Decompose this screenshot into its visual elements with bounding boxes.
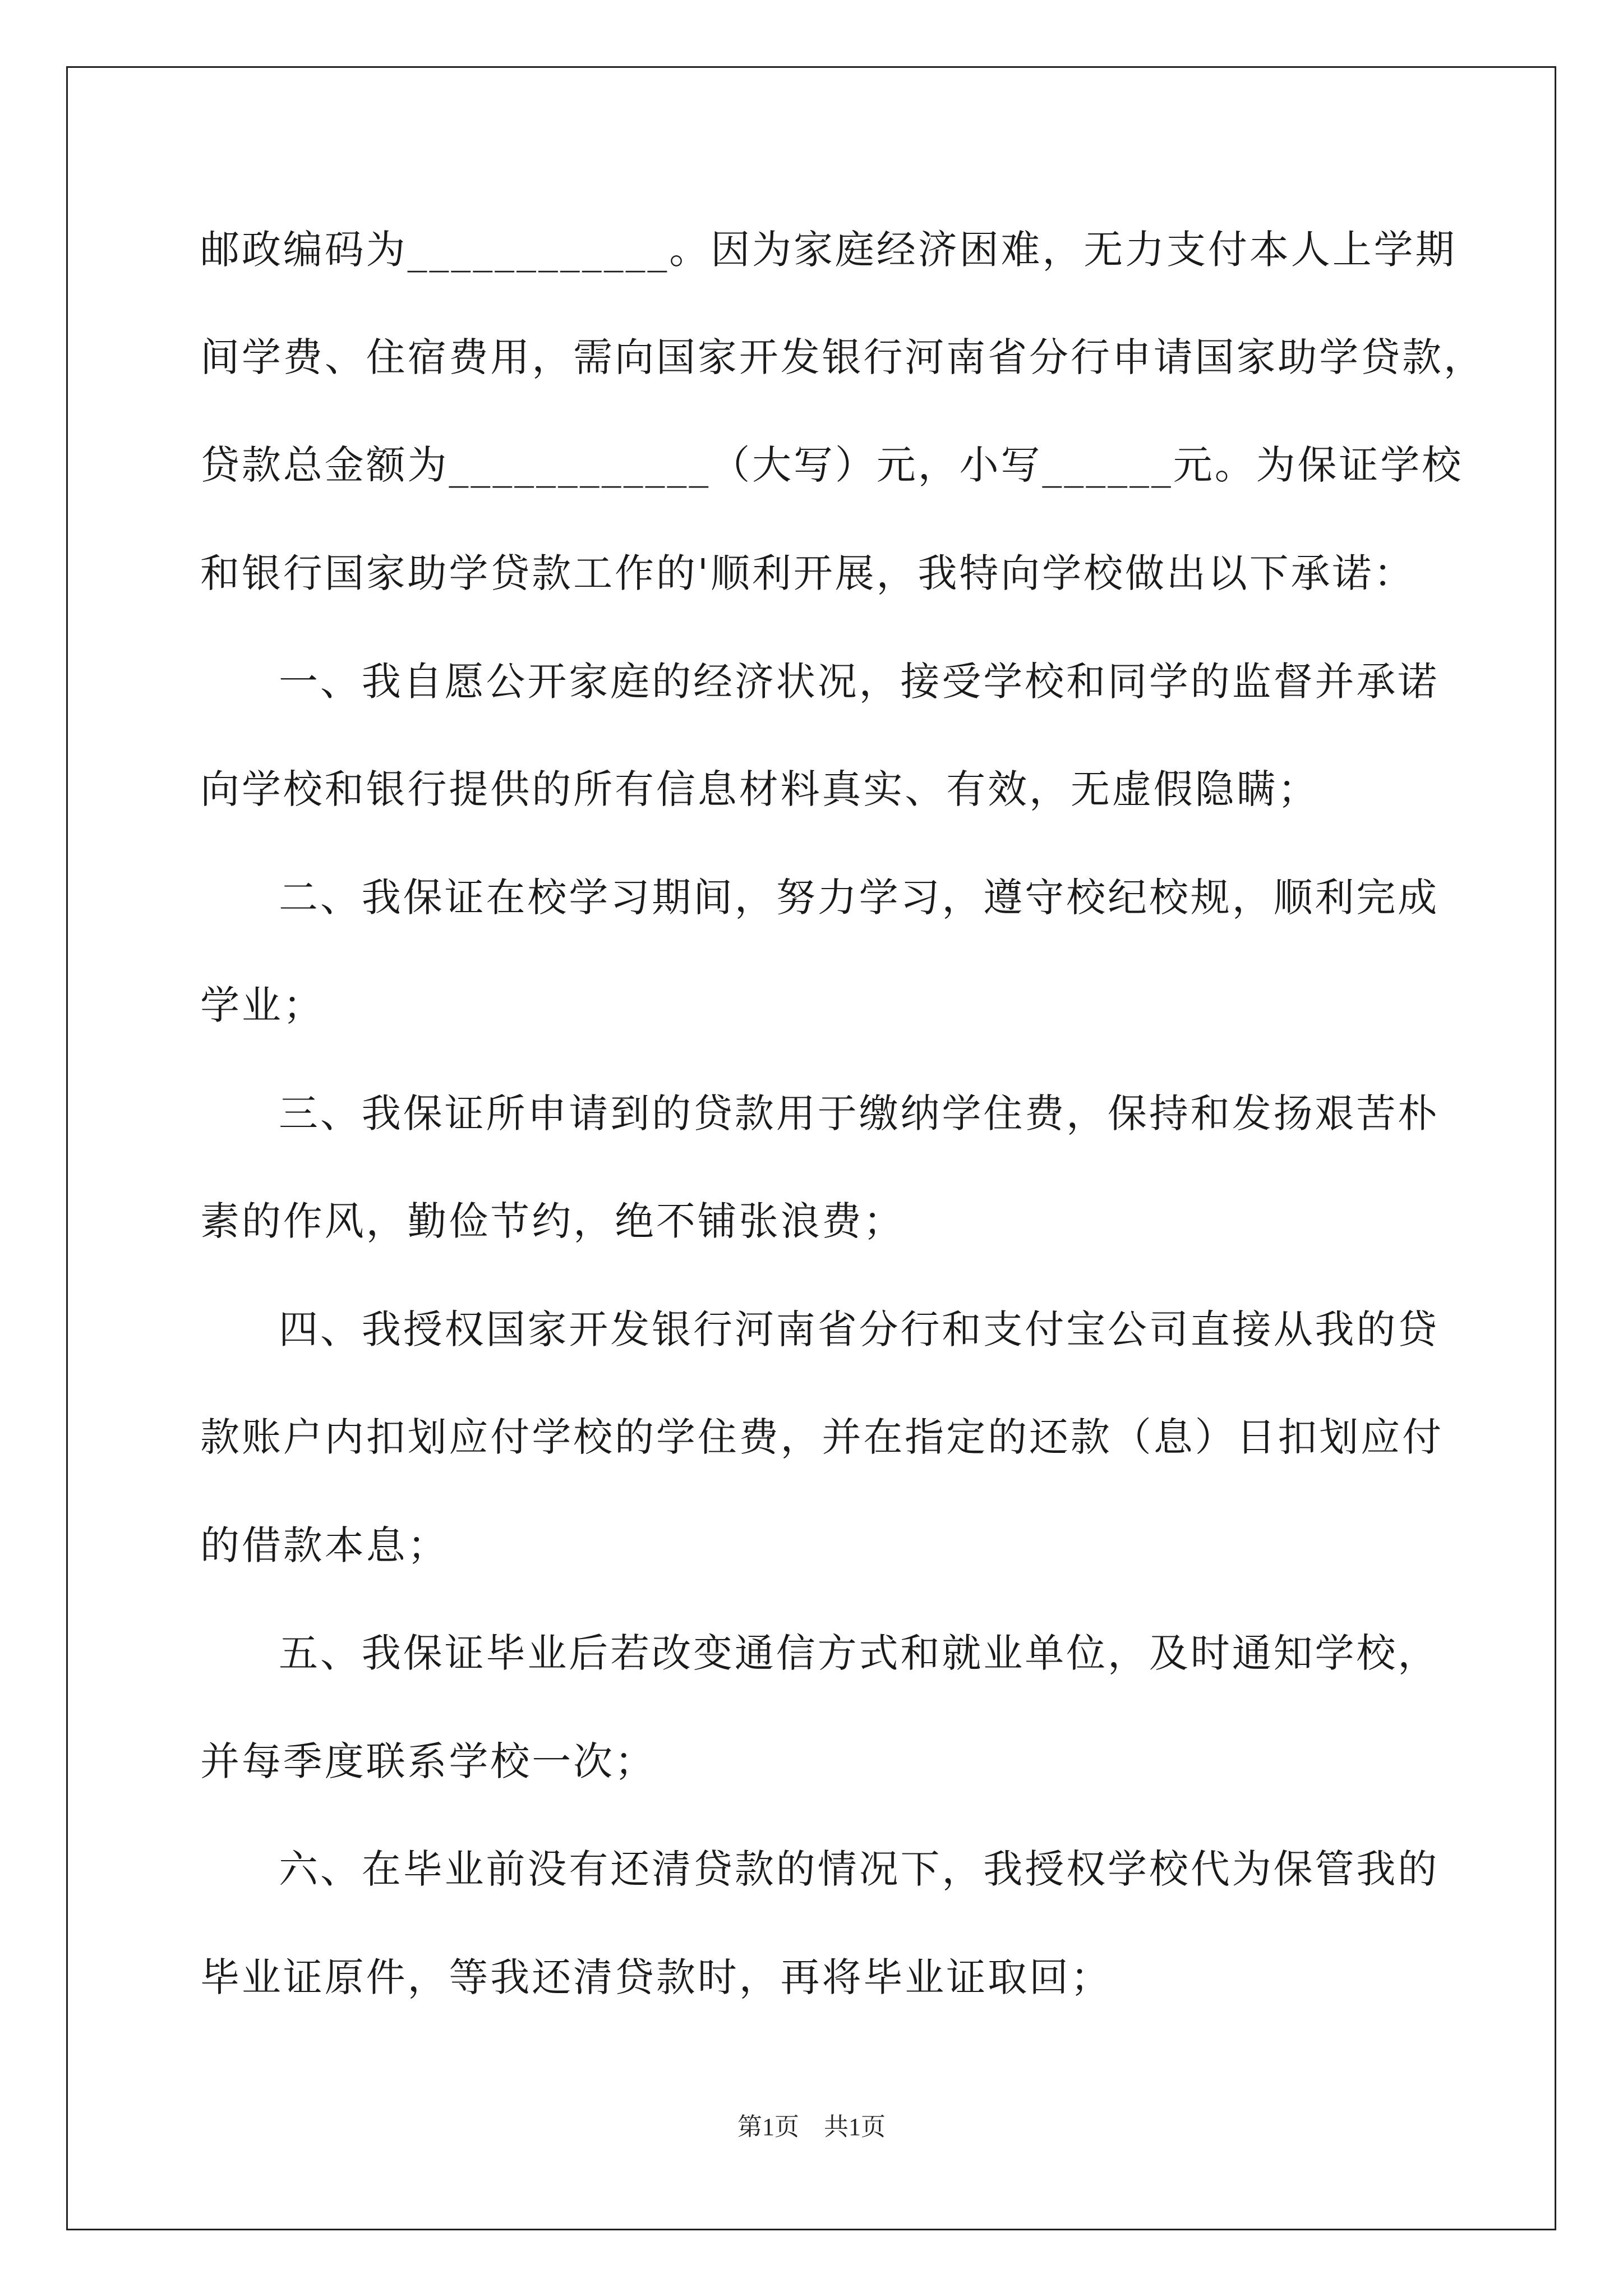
paragraph-line: 邮政编码为____________。因为家庭经济困难，无力支付本人上学期 [200, 227, 1457, 273]
paragraph-line: 并每季度联系学校一次； [200, 1738, 656, 1784]
paragraph-line: 向学校和银行提供的所有信息材料真实、有效，无虚假隐瞒； [200, 766, 1320, 812]
paragraph-line: 和银行国家助学贷款工作的'顺利开展，我特向学校做出以下承诺： [200, 550, 1415, 596]
paragraph-line: 贷款总金额为____________（大写）元，小写______元。为保证学校 [200, 442, 1464, 488]
paragraph-line-item-2: 二、我保证在校学习期间，努力学习，遵守校纪校规，顺利完成 [279, 875, 1440, 921]
paragraph-line: 毕业证原件，等我还清贷款时，再将毕业证取回； [200, 1954, 1112, 2000]
paragraph-line-item-4: 四、我授权国家开发银行河南省分行和支付宝公司直接从我的贷 [279, 1306, 1440, 1352]
page-number-footer: 第1页 共1页 [737, 2113, 886, 2141]
page-border [66, 66, 1556, 2230]
paragraph-line-item-1: 一、我自愿公开家庭的经济状况，接受学校和同学的监督并承诺 [279, 659, 1440, 705]
paragraph-line: 的借款本息； [200, 1522, 449, 1568]
paragraph-line: 学业； [200, 982, 325, 1028]
paragraph-line: 间学费、住宿费用，需向国家开发银行河南省分行申请国家助学贷款， [200, 334, 1485, 380]
paragraph-line-item-3: 三、我保证所申请到的贷款用于缴纳学住费，保持和发扬艰苦朴 [279, 1091, 1440, 1137]
paragraph-line-item-5: 五、我保证毕业后若改变通信方式和就业单位，及时通知学校， [279, 1630, 1440, 1676]
paragraph-line: 素的作风，勤俭节约，绝不铺张浪费； [200, 1198, 905, 1244]
paragraph-line-item-6: 六、在毕业前没有还清贷款的情况下，我授权学校代为保管我的 [279, 1846, 1440, 1892]
paragraph-line: 款账户内扣划应付学校的学住费，并在指定的还款（息）日扣划应付 [200, 1414, 1444, 1460]
